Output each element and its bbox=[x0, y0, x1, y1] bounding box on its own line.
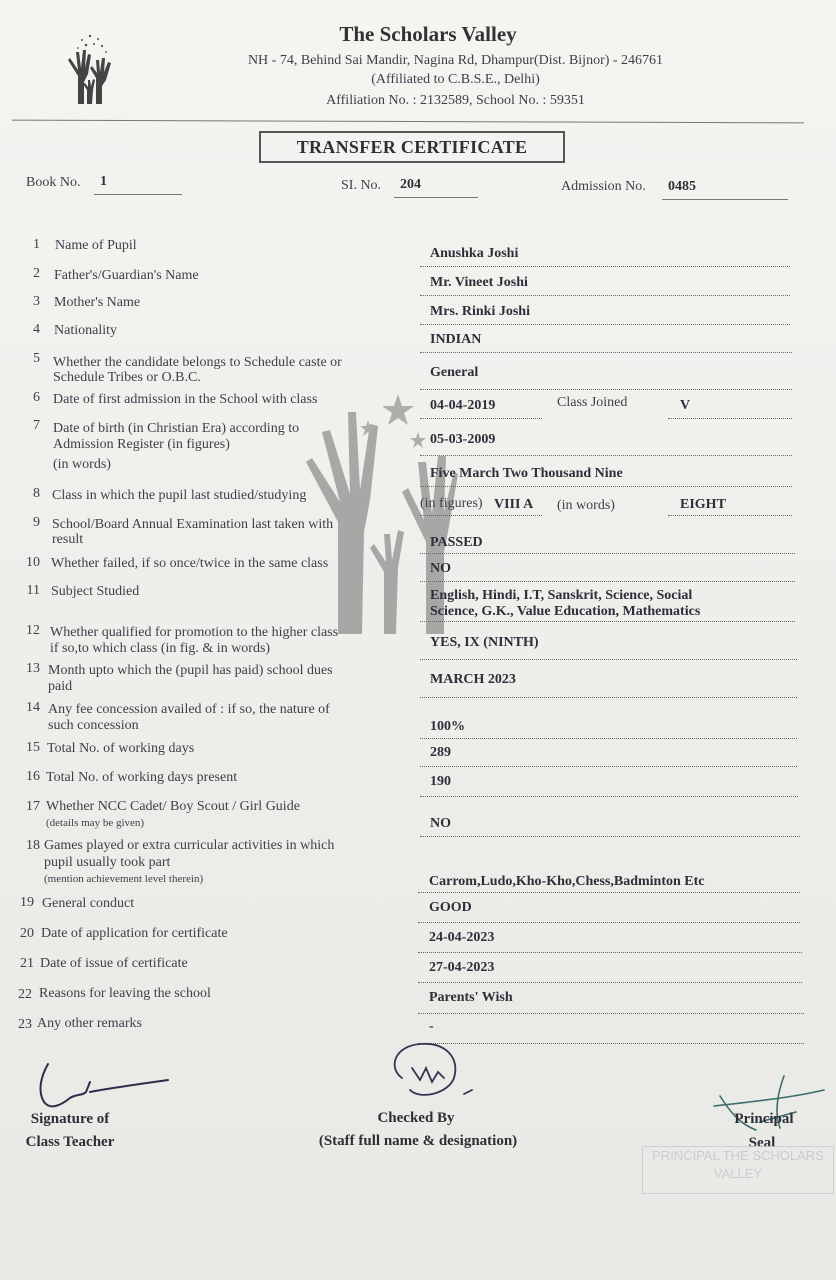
fill-line bbox=[420, 515, 542, 516]
label-class-joined: Class Joined bbox=[557, 395, 628, 410]
fill-line bbox=[420, 455, 792, 456]
label-leaving-reason: Reasons for leaving the school bbox=[39, 986, 211, 1001]
value-father-name: Mr. Vineet Joshi bbox=[430, 275, 528, 290]
value-promotion: YES, IX (NINTH) bbox=[430, 635, 539, 650]
fill-line bbox=[420, 738, 797, 739]
label-dues-line1: Month upto which the (pupil has paid) school dues bbox=[48, 663, 333, 678]
fill-line bbox=[418, 982, 802, 983]
value-concession: 100% bbox=[430, 719, 465, 734]
label-ncc: Whether NCC Cadet/ Boy Scout / Girl Guide bbox=[46, 799, 300, 814]
fill-line bbox=[420, 581, 795, 582]
label-games-line2: pupil usually took part bbox=[44, 855, 171, 870]
staff-designation-label: (Staff full name & designation) bbox=[318, 1133, 518, 1149]
value-mother-name: Mrs. Rinki Joshi bbox=[430, 304, 530, 319]
value-other-remarks: - bbox=[429, 1019, 434, 1034]
value-subjects-line1: English, Hindi, I.T, Sanskrit, Science, Social bbox=[430, 588, 693, 603]
fill-line bbox=[420, 621, 795, 622]
fill-line bbox=[420, 352, 792, 353]
fill-line bbox=[420, 324, 790, 325]
row-number: 8 bbox=[33, 486, 40, 501]
label-dues-line2: paid bbox=[48, 679, 73, 694]
fill-line bbox=[420, 836, 800, 837]
sl-no-label: SI. No. bbox=[341, 178, 382, 193]
value-exam-result: PASSED bbox=[430, 535, 483, 550]
value-working-days: 289 bbox=[430, 745, 451, 760]
fill-line bbox=[420, 766, 797, 767]
label-subjects: Subject Studied bbox=[51, 584, 140, 599]
label-exam-line2: result bbox=[52, 532, 84, 547]
label-failed: Whether failed, if so once/twice in the same class bbox=[51, 556, 329, 571]
signature-label-line2: Class Teacher bbox=[25, 1134, 115, 1150]
fill-line bbox=[418, 922, 800, 923]
row-number: 7 bbox=[33, 418, 40, 433]
value-category: General bbox=[430, 365, 479, 380]
principal-label: Principal bbox=[734, 1111, 794, 1127]
fill-line bbox=[420, 486, 792, 487]
label-days-present: Total No. of working days present bbox=[46, 770, 238, 785]
label-in-figures: (in figures) bbox=[420, 496, 483, 511]
row-number: 13 bbox=[26, 661, 40, 676]
fill-line bbox=[418, 892, 800, 893]
fill-line bbox=[420, 418, 542, 419]
label-games-note: (mention achievement level therein) bbox=[44, 873, 204, 885]
label-dob-line2: Admission Register (in figures) bbox=[53, 437, 230, 452]
fill-line bbox=[420, 659, 797, 660]
label-first-admission: Date of first admission in the School with class bbox=[53, 392, 318, 407]
value-leaving-reason: Parents' Wish bbox=[429, 990, 513, 1005]
fill-line bbox=[420, 266, 790, 267]
label-pupil-name: Name of Pupil bbox=[55, 238, 137, 253]
row-number: 5 bbox=[33, 351, 40, 366]
value-dob-words: Five March Two Thousand Nine bbox=[430, 466, 623, 481]
label-father-name: Father's/Guardian's Name bbox=[54, 268, 199, 283]
label-dob-line1: Date of birth (in Christian Era) according to bbox=[53, 421, 300, 436]
row-number: 16 bbox=[26, 769, 40, 784]
row-number: 1 bbox=[33, 237, 40, 252]
fill-line bbox=[668, 418, 792, 419]
row-number: 6 bbox=[33, 390, 40, 405]
row-number: 3 bbox=[33, 294, 40, 309]
value-pupil-name: Anushka Joshi bbox=[430, 246, 519, 261]
value-days-present: 190 bbox=[430, 774, 451, 789]
label-category-line1: Whether the candidate belongs to Schedule caste or bbox=[53, 355, 342, 370]
fill-line bbox=[420, 389, 792, 390]
row-number: 21 bbox=[20, 956, 34, 971]
value-subjects-line2: Science, G.K., Value Education, Mathematics bbox=[430, 604, 701, 619]
label-last-class: Class in which the pupil last studied/studying bbox=[52, 488, 307, 503]
value-games: Carrom,Ludo,Kho-Kho,Chess,Badminton Etc bbox=[429, 874, 705, 889]
fill-line bbox=[420, 697, 797, 698]
value-conduct: GOOD bbox=[429, 900, 472, 915]
label-issue-date: Date of issue of certificate bbox=[40, 956, 188, 971]
label-mother-name: Mother's Name bbox=[54, 295, 141, 310]
label-nationality: Nationality bbox=[54, 323, 117, 338]
row-number: 15 bbox=[26, 740, 40, 755]
row-number: 4 bbox=[33, 322, 40, 337]
label-concession-line1: Any fee concession availed of : if so, the nature of bbox=[48, 702, 330, 717]
row-number: 22 bbox=[18, 987, 32, 1002]
fill-line bbox=[418, 952, 802, 953]
label-conduct: General conduct bbox=[42, 896, 135, 911]
checked-by-signature bbox=[380, 1038, 490, 1113]
value-failed: NO bbox=[430, 561, 451, 576]
fill-line bbox=[420, 796, 798, 797]
row-number: 2 bbox=[33, 266, 40, 281]
value-application-date: 24-04-2023 bbox=[429, 930, 495, 945]
row-number: 12 bbox=[26, 623, 40, 638]
certificate-title: TRANSFER CERTIFICATE bbox=[259, 131, 565, 163]
value-dues: MARCH 2023 bbox=[430, 672, 516, 687]
value-last-class-words: EIGHT bbox=[680, 497, 726, 512]
fill-line bbox=[420, 295, 790, 296]
value-class-joined: V bbox=[680, 398, 691, 413]
admission-no-label: Admission No. bbox=[561, 179, 646, 194]
row-number: 14 bbox=[26, 700, 40, 715]
admission-no-value: 0485 bbox=[662, 179, 788, 200]
book-no-label: Book No. bbox=[26, 175, 81, 190]
label-other-remarks: Any other remarks bbox=[37, 1016, 142, 1031]
fill-line bbox=[668, 515, 792, 516]
seal-label: Seal bbox=[748, 1135, 776, 1151]
value-first-admission-date: 04-04-2019 bbox=[430, 398, 496, 413]
label-concession-line2: such concession bbox=[48, 718, 139, 733]
school-name: The Scholars Valley bbox=[339, 22, 517, 46]
row-number: 23 bbox=[18, 1017, 32, 1032]
principal-seal-stamp: PRINCIPAL THE SCHOLARS VALLEY bbox=[642, 1146, 834, 1194]
sl-no-value: 204 bbox=[394, 177, 478, 198]
row-number: 18 bbox=[26, 838, 40, 853]
value-dob-figures: 05-03-2009 bbox=[430, 432, 496, 447]
label-exam-line1: School/Board Annual Examination last taken with bbox=[52, 517, 334, 532]
fill-line bbox=[420, 553, 795, 554]
affiliation-line: (Affiliated to C.B.S.E., Delhi) bbox=[371, 72, 540, 87]
row-number: 20 bbox=[20, 926, 34, 941]
label-working-days: Total No. of working days bbox=[47, 741, 195, 756]
label-games-line1: Games played or extra curricular activities in which bbox=[44, 838, 335, 853]
label-application-date: Date of application for certificate bbox=[41, 926, 228, 941]
value-issue-date: 27-04-2023 bbox=[429, 960, 495, 975]
label-in-words: (in words) bbox=[557, 498, 615, 513]
label-category-line2: Schedule Tribes or O.B.C. bbox=[53, 370, 201, 385]
value-last-class-figures: VIII A bbox=[494, 497, 534, 512]
checked-by-label: Checked By bbox=[377, 1110, 455, 1126]
affiliation-number: Affiliation No. : 2132589, School No. : 59351 bbox=[326, 93, 585, 108]
label-ncc-note: (details may be given) bbox=[46, 817, 145, 829]
value-ncc: NO bbox=[430, 816, 451, 831]
row-number: 19 bbox=[20, 895, 34, 910]
fill-line bbox=[418, 1013, 804, 1014]
row-number: 11 bbox=[26, 583, 40, 598]
school-address: NH - 74, Behind Sai Mandir, Nagina Rd, Dhampur(Dist. Bijnor) - 246761 bbox=[247, 53, 664, 68]
signature-label-line1: Signature of bbox=[30, 1111, 110, 1127]
header-divider bbox=[12, 120, 804, 124]
label-promotion-line2: if so,to which class (in fig. & in words) bbox=[50, 641, 271, 656]
value-nationality: INDIAN bbox=[430, 332, 482, 347]
book-no-value: 1 bbox=[94, 174, 182, 195]
row-number: 10 bbox=[26, 555, 40, 570]
label-dob-words: (in words) bbox=[53, 457, 111, 472]
row-number: 9 bbox=[33, 515, 40, 530]
label-promotion-line1: Whether qualified for promotion to the higher class bbox=[50, 625, 339, 640]
row-number: 17 bbox=[26, 799, 40, 814]
